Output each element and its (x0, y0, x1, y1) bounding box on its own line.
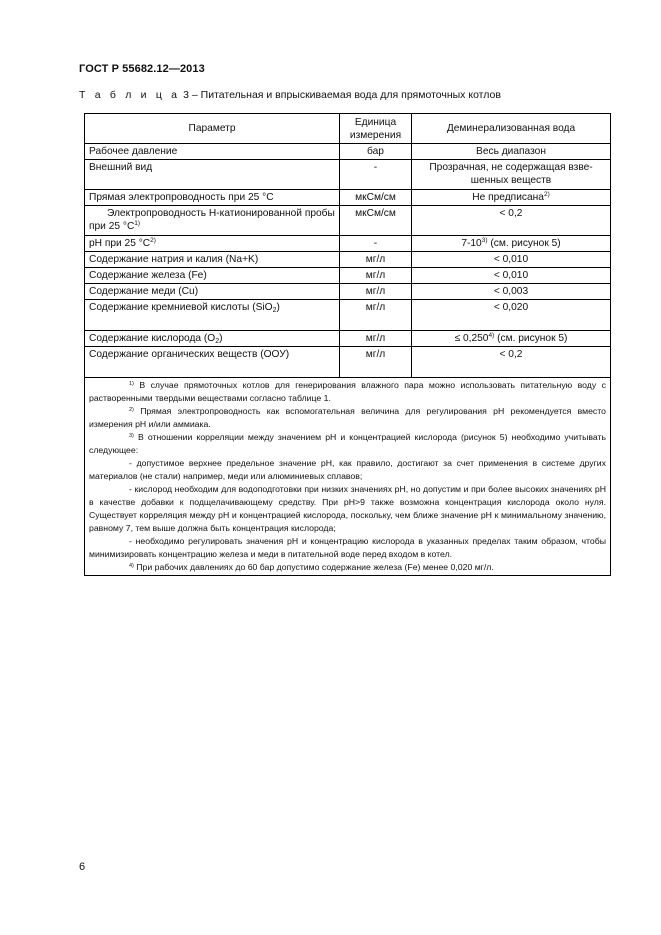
table-footnotes (85, 378, 611, 576)
table-caption-number: 3 (183, 89, 189, 101)
footnote-3-bullet-2: - кислород необходим для водоподготовки при низких значениях рН, но допустим и при более высоких значениях рН в качестве добавки к подщелачивающему средству. При рН>9 также возможна концентрация кислорода около нуля. Существует корреляция между рН и концентрацией кислорода, поскольку, чем ближе значение рН к минимальному значению, равному 7, тем выше должна быть концентрация кислорода; (89, 484, 606, 533)
footnote-3 (89, 431, 606, 457)
param-cell: Содержание меди (Cu) (85, 284, 340, 300)
value-cell: Весь диапазон (412, 144, 611, 160)
footnote-ref: 1) (134, 220, 141, 227)
value-text: ≤ 0,250 (454, 333, 489, 344)
param-text: Содержание кислорода (О (89, 333, 216, 344)
table-row (85, 284, 611, 300)
footnote-marker: 2) (129, 407, 134, 413)
value-cell (412, 331, 611, 347)
footnote-ref: 2) (150, 237, 156, 244)
value-text: Не предписана (472, 192, 544, 203)
param-tail: ) (219, 333, 223, 344)
footnote-marker: 4) (129, 563, 134, 569)
table-row (85, 300, 611, 331)
param-cell (85, 300, 340, 331)
column-header-value: Деминерализованная вода (412, 114, 611, 144)
table-row (85, 160, 611, 190)
value-cell: < 0,010 (412, 252, 611, 268)
column-header-param: Параметр (85, 114, 340, 144)
footnote-text: При рабочих давлениях до 60 бар допустимо содержание железа (Fe) менее 0,020 мг/л. (133, 562, 494, 572)
unit-cell: - (340, 160, 412, 190)
param-text: Электропроводность Н-катионированной пробы при 25 °С (89, 208, 335, 232)
param-cell (85, 331, 340, 347)
param-cell: Рабочее давление (85, 144, 340, 160)
param-cell: Прямая электропроводность при 25 °С (85, 190, 340, 206)
column-header-unit (340, 114, 412, 144)
subscript: 2 (215, 338, 220, 345)
footnote-marker: 1) (129, 381, 134, 387)
param-cell: Содержание железа (Fe) (85, 268, 340, 284)
footnote-marker: 3) (129, 433, 134, 439)
footnote-text: В отношении корреляции между значением рН и концентрацией кислорода (рисунок 5) необходимо учитывать следующее: (89, 432, 606, 455)
table-row (85, 236, 611, 252)
unit-cell: мг/л (340, 347, 412, 378)
footnote-2 (89, 405, 606, 431)
table-row (85, 347, 611, 378)
table-caption (79, 89, 501, 101)
table-row (85, 206, 611, 236)
table-row (85, 190, 611, 206)
value-tail: (см. рисунок 5) (494, 333, 568, 344)
table-row (85, 252, 611, 268)
param-tail: ) (276, 302, 280, 313)
unit-cell: мг/л (340, 331, 412, 347)
param-cell: Содержание органических веществ (ООУ) (85, 347, 340, 378)
value-cell: < 0,020 (412, 300, 611, 331)
value-text: 7-10 (461, 238, 482, 249)
unit-cell: бар (340, 144, 412, 160)
page-number: 6 (79, 861, 86, 873)
param-text: Содержание кремниевой кислоты (SiO (89, 302, 273, 313)
param-cell: Внешний вид (85, 160, 340, 190)
param-cell (85, 236, 340, 252)
value-cell: < 0,010 (412, 268, 611, 284)
footnote-3-bullet-3: - необходимо регулировать значения рН и концентрацию кислорода в указанных пределах таким образом, чтобы минимизировать концентрацию железа и меди в питательной воде перед входом в котел. (89, 536, 606, 559)
unit-cell: мг/л (340, 284, 412, 300)
table-caption-label: Т а б л и ц а (79, 89, 181, 101)
table-row (85, 144, 611, 160)
value-cell: Прозрачная, не содержащая взве-шенных веществ (412, 160, 611, 190)
unit-cell: мг/л (340, 300, 412, 331)
footnote-4 (89, 561, 606, 574)
unit-header-line2: измерения (349, 129, 402, 141)
unit-cell: мкСм/см (340, 206, 412, 236)
table-row (85, 331, 611, 347)
unit-cell: мкСм/см (340, 190, 412, 206)
param-text: рН при 25 °С (89, 238, 151, 249)
table-header-row (85, 114, 611, 144)
table-row (85, 268, 611, 284)
footnote-text: В случае прямоточных котлов для генерирования влажного пара можно использовать питательную воду с растворенными твердыми веществами согласно таблице 1. (89, 380, 606, 403)
value-cell: < 0,2 (412, 347, 611, 378)
subscript: 2 (272, 307, 277, 314)
unit-cell: мг/л (340, 268, 412, 284)
param-cell (85, 206, 340, 236)
unit-cell: мг/л (340, 252, 412, 268)
footnote-ref: 4) (488, 332, 495, 339)
footnote-3-bullet-1: - допустимое верхнее предельное значение рН, как правило, достигают за счет применения в системе других материалов (не стали) например, меди или алюминиевых сплавов; (89, 458, 606, 481)
table-caption-text: – Питательная и впрыскиваемая вода для прямоточных котлов (191, 89, 501, 101)
value-tail: (см. рисунок 5) (487, 238, 561, 249)
value-cell: < 0,2 (412, 206, 611, 236)
param-cell: Содержание натрия и калия (Na+K) (85, 252, 340, 268)
document-code: ГОСТ Р 55682.12—2013 (79, 63, 205, 75)
notes-row (85, 378, 611, 576)
value-cell (412, 190, 611, 206)
water-quality-table (84, 113, 611, 576)
footnote-ref: 3) (481, 237, 488, 244)
footnote-ref: 2) (543, 191, 550, 198)
footnote-text: Прямая электропроводность как вспомогательная величина для регулирования рН рекомендуется вместо измерения рН и/или аммиака. (89, 406, 606, 429)
unit-header-line1: Единица (354, 116, 397, 128)
footnote-1 (89, 379, 606, 405)
value-cell (412, 236, 611, 252)
value-cell: < 0,003 (412, 284, 611, 300)
unit-cell: - (340, 236, 412, 252)
